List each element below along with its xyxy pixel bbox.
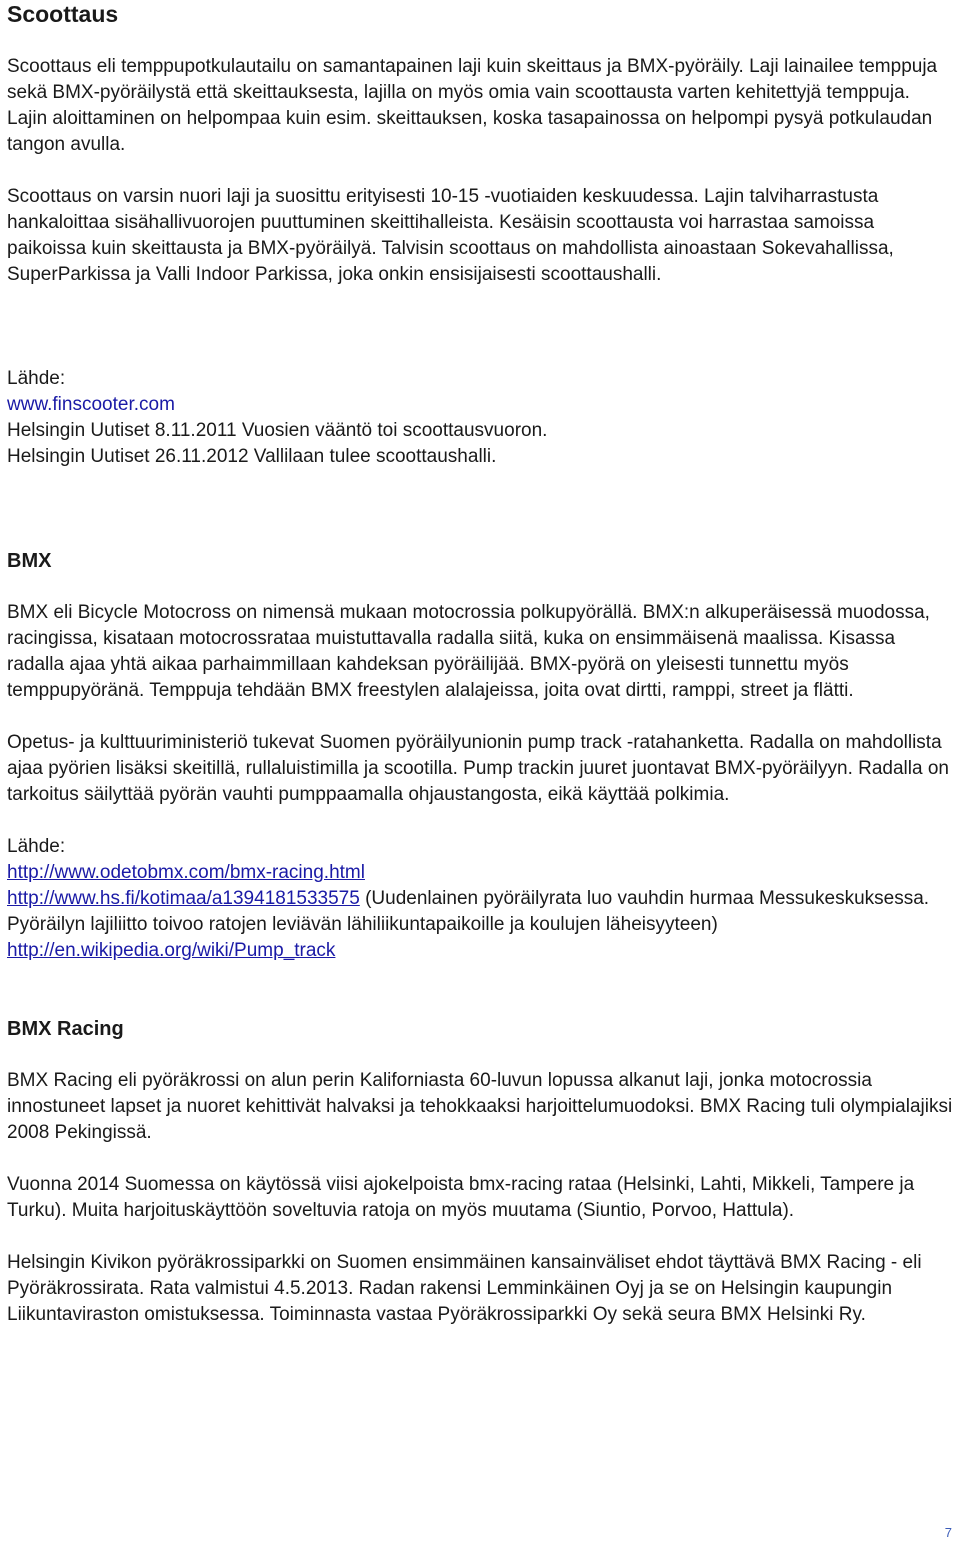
source-link-odetobmx[interactable]: http://www.odetobmx.com/bmx-racing.html: [7, 862, 365, 883]
document-page: [7, 0, 953, 1328]
bmx-paragraph-1: BMX eli Bicycle Motocross on nimensä mukaan motocrossia polkupyörällä. BMX:n alkuperäisessä muodossa, racingissa, kisataan motocrossrataa muistuttavalla radalla siitä, kuka on ensimmäisenä maalissa. Kisassa radalla ajaa yhtä aikaa parhaimmillaan kahdeksan pyöräilijää. BMX-pyörä on yleisesti tunnettu myös temppupyöränä. Temppuja tehdään BMX freestylen alalajeissa, joita ovat dirtti, ramppi, street ja flätti.: [7, 602, 930, 701]
source-link-finscooter[interactable]: www.finscooter.com: [7, 394, 175, 415]
sources-label: Lähde:: [7, 368, 66, 389]
source-hs-entry: [7, 886, 953, 938]
bmx-sources: [7, 834, 953, 964]
bmx-racing-paragraph-1: BMX Racing eli pyöräkrossi on alun perin Kaliforniasta 60-luvun lopussa alkanut laji, jonka motocrossia innostuneet lapset ja nuoret kehittivät halvaksi ja tehokkaaksi harjoittelumuodoksi. BMX Racing tuli olympialajiksi 2008 Pekingissä.: [7, 1070, 953, 1143]
scoottaus-paragraph-1: Scoottaus eli temppupotkulautailu on samantapainen laji kuin skeittaus ja BMX-pyöräily. Laji lainailee temppuja sekä BMX-pyöräilystä että skeittauksesta, lajilla on myös omia vain scoottausta varten kehitettyjä temppuja. Lajin aloittaminen on helpompaa kuin esim. skeittauksen, koska tasapainossa on helpompi pysyä potkulaudan tangon avulla.: [7, 56, 938, 155]
scoottaus-paragraph-2: Scoottaus on varsin nuori laji ja suosittu erityisesti 10-15 -vuotiaiden keskuudessa. Lajin talviharrastusta hankaloittaa sisähallivuorojen puuttuminen skeittihalleista. Kesäisin scoottausta voi harrastaa samoissa paikoissa kuin skeittausta ja BMX-pyöräilyä. Talvisin scoottaus on mahdollista ainoastaan Sokevahallissa, SuperParkissa ja Valli Indoor Parkissa, joka onkin ensisijaisesti scoottaushalli.: [7, 186, 894, 285]
heading-bmx: BMX: [7, 550, 52, 572]
scoottaus-sources: [7, 366, 953, 470]
bmx-racing-paragraph-2: Vuonna 2014 Suomessa on käytössä viisi ajokelpoista bmx-racing rataa (Helsinki, Lahti, Mikkeli, Tampere ja Turku). Muita harjoituskäyttöön soveltuvia ratoja on myös muutama (Siuntio, Porvoo, Hattula).: [7, 1174, 915, 1221]
source-helsingin-uutiset-2: Helsingin Uutiset 26.11.2012 Vallilaan tulee scoottaushalli.: [7, 446, 497, 467]
section-scoottaus: [7, 0, 953, 470]
source-hs-note: (Uudenlainen pyöräilyrata luo vauhdin hurmaa Messukeskuksessa. Pyöräilyn lajiliitto toivoo ratojen leviävän lähiliikuntapaikoille ja koulujen läheisyyteen): [7, 888, 930, 935]
bmx-paragraph-2: Opetus- ja kulttuuriministeriö tukevat Suomen pyöräilyunionin pump track -ratahanketta. Radalla on mahdollista ajaa pyörien lisäksi skeitillä, rullaluistimilla ja scootilla. Pump trackin juuret juontavat BMX-pyöräilyyn. Radalla on tarkoitus säilyttää pyörän vauhti pumppaamalla ohjaustangosta, eikä käyttää polkimia.: [7, 732, 949, 805]
section-bmx-racing: [7, 1016, 953, 1328]
bmx-racing-paragraph-3: Helsingin Kivikon pyöräkrossiparkki on Suomen ensimmäinen kansainväliset ehdot täyttävä BMX Racing - eli Pyöräkrossirata. Rata valmistui 4.5.2013. Radan rakensi Lemminkäinen Oyj ja se on Helsingin kaupungin Liikuntaviraston omistuksessa. Toiminnasta vastaa Pyöräkrossiparkki Oy sekä seura BMX Helsinki Ry.: [7, 1252, 922, 1325]
sources-label: Lähde:: [7, 836, 66, 857]
source-helsingin-uutiset-1: Helsingin Uutiset 8.11.2011 Vuosien vääntö toi scoottausvuoron.: [7, 420, 548, 441]
heading-bmx-racing: BMX Racing: [7, 1018, 124, 1040]
source-link-wikipedia[interactable]: http://en.wikipedia.org/wiki/Pump_track: [7, 940, 336, 961]
source-link-hs[interactable]: http://www.hs.fi/kotimaa/a1394181533575: [7, 888, 360, 909]
page-number: 7: [944, 1525, 952, 1540]
heading-scoottaus: Scoottaus: [7, 1, 119, 27]
section-bmx: [7, 548, 953, 964]
